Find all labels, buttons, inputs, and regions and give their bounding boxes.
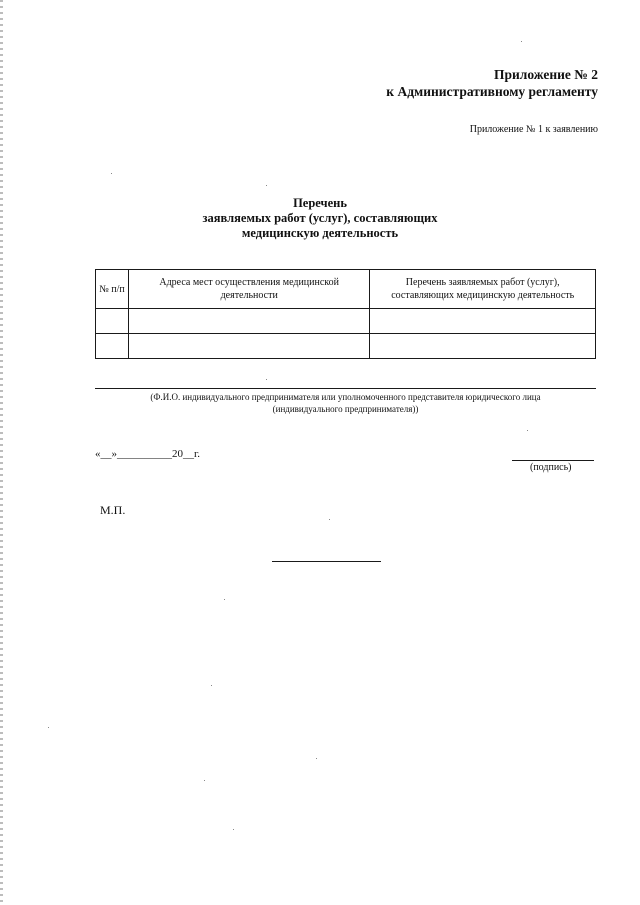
scan-speck [266,185,267,186]
scan-speck [521,41,522,42]
scan-edge [0,0,3,905]
scan-speck [211,685,212,686]
document-title [0,196,640,241]
table-cell[interactable] [370,309,596,334]
table-row [96,334,596,359]
fio-caption [95,391,596,415]
header-addresses: Адреса мест осуществления медицинской деятельности [128,270,370,309]
scan-speck [329,519,330,520]
table-header-row [96,270,596,309]
stamp-place-label: М.П. [100,503,126,517]
title-line-1: Перечень [293,196,347,210]
appendix-reference: к Административному регламенту [386,84,598,99]
signature-label: (подпись) [530,462,572,473]
signature-line [512,460,594,461]
appendix-number: Приложение № 2 [494,67,598,82]
scan-speck [111,173,112,174]
scan-speck [316,758,317,759]
scan-speck [266,379,267,380]
table-cell[interactable] [370,334,596,359]
fio-caption-line-1: (Ф.И.О. индивидуального предпринимателя или уполномоченного представителя юридического лица [150,392,541,402]
title-line-3: медицинскую деятельность [241,226,399,240]
title-line-2: заявляемых работ (услуг), составляющих [202,211,438,225]
table-cell[interactable] [128,334,370,359]
table-cell[interactable] [96,334,129,359]
scan-speck [233,829,234,830]
appendix-subnote: Приложение № 1 к заявлению [469,124,598,135]
header-works-list: Перечень заявляемых работ (услуг), составляющих медицинскую деятельность [370,270,596,309]
date-field: «__»__________20__г. [95,448,201,460]
scan-speck [204,780,205,781]
header-number: № п/п [96,270,129,309]
scan-speck [48,727,49,728]
closing-divider [272,561,381,562]
table-cell[interactable] [128,309,370,334]
table-cell[interactable] [96,309,129,334]
fio-signature-line [95,388,596,389]
works-table [95,269,596,359]
appendix-heading [386,66,598,100]
fio-caption-line-2: (индивидуального предпринимателя)) [272,404,419,414]
table-row [96,309,596,334]
scan-speck [224,599,225,600]
scan-speck [527,430,528,431]
